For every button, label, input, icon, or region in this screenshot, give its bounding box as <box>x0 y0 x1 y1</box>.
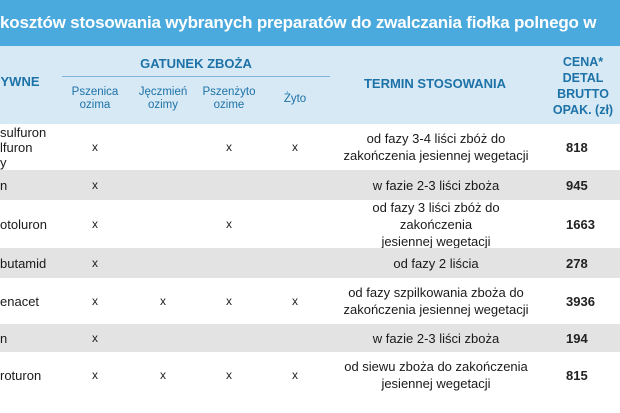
row-substance: butamid <box>0 255 47 271</box>
row-price: 194 <box>566 330 588 346</box>
mark-pszenzyto: x <box>226 140 232 154</box>
table-title: kosztów stosowania wybranych preparatów do zwalczania fiołka polnego w <box>0 13 597 32</box>
mark-pszenica: x <box>92 331 98 345</box>
table-row <box>0 170 620 200</box>
mark-zyto <box>262 248 328 278</box>
mark-jeczmien: x <box>160 368 166 382</box>
row-substance: roturon <box>0 367 42 383</box>
row-termin: od siewu zboża do zakończenia jesiennej wegetacji <box>344 359 528 391</box>
row-termin: od fazy szpilkowania zboża do zakończenia jesiennej wegetacji <box>343 285 529 317</box>
mark-pszenzyto: x <box>226 294 232 308</box>
mark-jeczmien <box>130 248 196 278</box>
table-row <box>0 324 620 352</box>
row-termin: od fazy 3-4 liści zbóż do zakończenia jesiennej wegetacji <box>343 131 529 163</box>
header-cena: CENA* DETAL BRUTTO OPAK. (zł) <box>552 55 614 117</box>
row-substance: enacet <box>0 293 40 309</box>
table-title-bar <box>0 0 620 46</box>
mark-zyto <box>262 324 328 352</box>
row-price: 278 <box>566 255 588 271</box>
table-header <box>0 46 620 124</box>
row-termin: w fazie 2-3 liści zboża <box>372 177 500 193</box>
mark-pszenica: x <box>92 256 98 270</box>
mark-jeczmien <box>130 324 196 352</box>
mark-pszenzyto <box>196 248 262 278</box>
row-price: 815 <box>566 367 588 383</box>
row-substance: n <box>0 177 8 193</box>
header-termin: TERMIN STOSOWANIA <box>363 75 507 91</box>
header-zyto: Żyto <box>283 92 307 105</box>
row-price: 945 <box>566 177 588 193</box>
mark-jeczmien <box>130 124 196 170</box>
mark-pszenica: x <box>92 368 98 382</box>
mark-zyto: x <box>292 294 298 308</box>
row-price: 3936 <box>566 293 595 309</box>
row-termin: w fazie 2-3 liści zboża <box>372 330 500 346</box>
header-pszenzyto: Pszenżyto ozime <box>202 86 256 111</box>
mark-pszenica: x <box>92 217 98 231</box>
table-row <box>0 200 620 248</box>
header-divider <box>62 76 330 77</box>
mark-pszenica: x <box>92 294 98 308</box>
mark-zyto: x <box>292 368 298 382</box>
mark-pszenzyto <box>196 324 262 352</box>
table-row <box>0 248 620 278</box>
mark-jeczmien: x <box>160 294 166 308</box>
row-termin: od fazy 2 liścia <box>393 255 479 271</box>
table-row <box>0 352 620 398</box>
table-row <box>0 124 620 170</box>
mark-pszenica: x <box>92 140 98 154</box>
mark-zyto <box>262 170 328 200</box>
mark-zyto: x <box>292 140 298 154</box>
mark-pszenzyto: x <box>226 368 232 382</box>
row-termin: od fazy 3 liści zbóż do zakończenia jesiennej wegetacji <box>372 199 500 249</box>
row-substance: otoluron <box>0 216 47 232</box>
row-price: 1663 <box>566 216 595 232</box>
mark-pszenica: x <box>92 178 98 192</box>
mark-pszenzyto <box>196 170 262 200</box>
header-pszenica: Pszenica ozima <box>71 86 119 111</box>
header-jeczmien: Jęczmień ozimy <box>138 86 188 111</box>
mark-jeczmien <box>130 200 196 248</box>
row-price: 818 <box>566 139 588 155</box>
header-gatunek: GATUNEK ZBOŻA <box>140 55 252 71</box>
row-substance: n <box>0 330 8 346</box>
mark-jeczmien <box>130 170 196 200</box>
mark-zyto <box>262 200 328 248</box>
mark-pszenzyto: x <box>226 217 232 231</box>
table-row <box>0 278 620 324</box>
row-substance: sulfuron lfuron y <box>0 124 47 170</box>
header-substancja: YWNE <box>0 73 40 89</box>
